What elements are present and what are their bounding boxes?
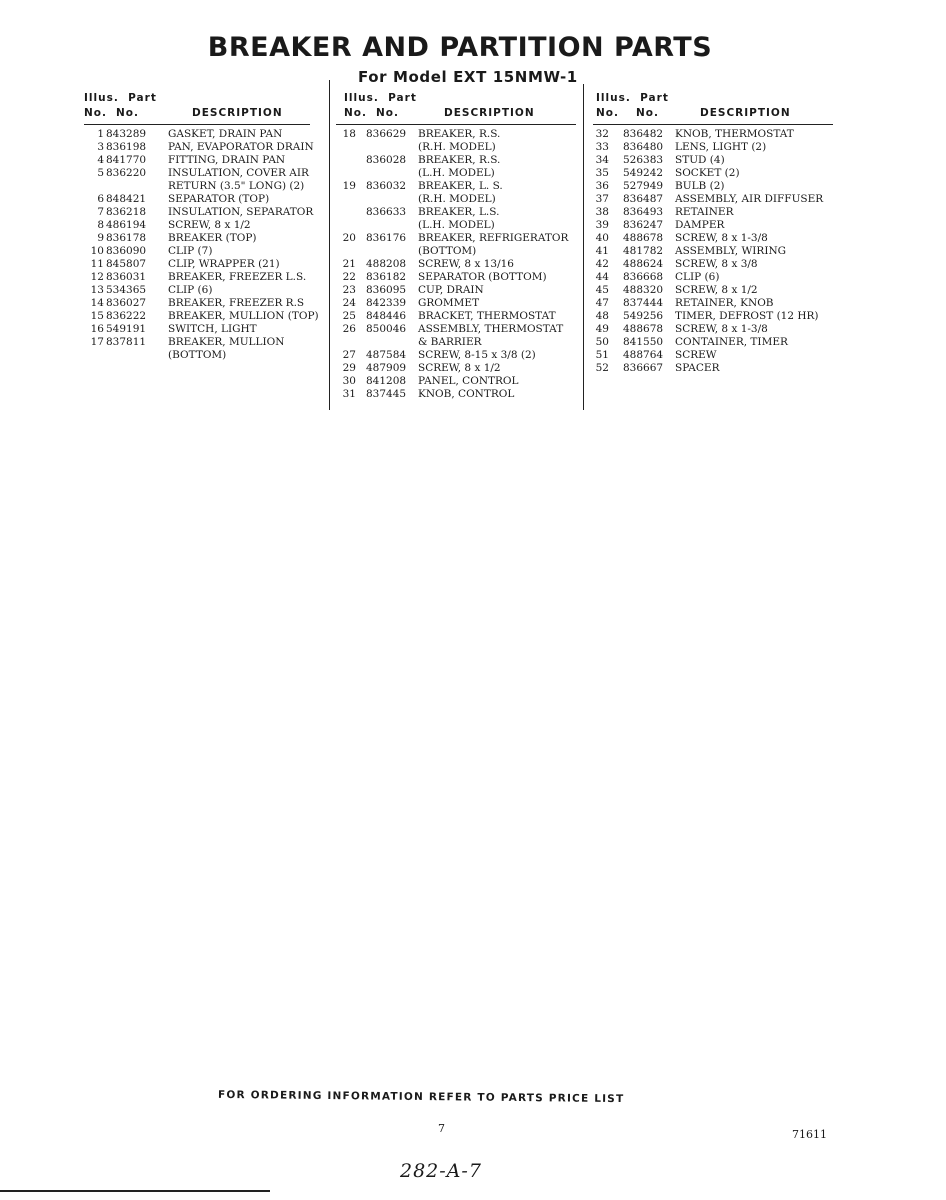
column-divider bbox=[329, 80, 330, 410]
illus-number: 48 bbox=[595, 310, 609, 322]
illus-number: 10 bbox=[90, 245, 104, 257]
part-description: SCREW, 8 x 1/2 bbox=[168, 219, 251, 231]
part-number: 845807 bbox=[106, 258, 147, 270]
part-number: 837444 bbox=[623, 297, 664, 309]
ordering-info-footer: FOR ORDERING INFORMATION REFER TO PARTS PRICE LIST bbox=[217, 1088, 625, 1106]
part-description: RETURN (3.5" LONG) (2) bbox=[168, 180, 305, 192]
part-number: 488208 bbox=[366, 258, 407, 270]
part-number: 836176 bbox=[366, 232, 407, 244]
part-description: ASSEMBLY, THERMOSTAT bbox=[418, 323, 564, 335]
illus-number: 44 bbox=[595, 271, 609, 283]
part-no-header: No. bbox=[636, 107, 659, 119]
part-description: BREAKER, R.S. bbox=[418, 154, 501, 166]
part-number: 488678 bbox=[623, 232, 664, 244]
part-description: KNOB, CONTROL bbox=[418, 388, 515, 400]
illus-number: 6 bbox=[97, 193, 104, 205]
part-description: SEPARATOR (TOP) bbox=[168, 193, 270, 205]
part-number: 836633 bbox=[366, 206, 407, 218]
part-number: 850046 bbox=[366, 323, 407, 335]
illus-number: 33 bbox=[595, 141, 609, 153]
illus-part-header: Illus. Part bbox=[84, 92, 157, 104]
header-rule bbox=[593, 124, 833, 125]
part-description: (BOTTOM) bbox=[168, 349, 227, 361]
illus-number: 13 bbox=[90, 284, 104, 296]
part-number: 836032 bbox=[366, 180, 407, 192]
part-number: 848446 bbox=[366, 310, 407, 322]
description-header: DESCRIPTION bbox=[444, 107, 535, 119]
part-description: BREAKER, MULLION bbox=[168, 336, 285, 348]
part-description: STUD (4) bbox=[675, 154, 725, 166]
illus-number: 36 bbox=[595, 180, 609, 192]
part-description: SPACER bbox=[675, 362, 720, 374]
part-description: SCREW, 8 x 1-3/8 bbox=[675, 232, 768, 244]
illus-number: 3 bbox=[97, 141, 104, 153]
illus-part-header: Illus. Part bbox=[344, 92, 417, 104]
part-number: 836222 bbox=[106, 310, 147, 322]
part-number: 836667 bbox=[623, 362, 664, 374]
part-number: 848421 bbox=[106, 193, 147, 205]
part-description: DAMPER bbox=[675, 219, 725, 231]
part-description: SOCKET (2) bbox=[675, 167, 740, 179]
part-number: 488624 bbox=[623, 258, 664, 270]
illus-number: 30 bbox=[342, 375, 356, 387]
illus-number: 11 bbox=[90, 258, 104, 270]
part-number: 836031 bbox=[106, 271, 147, 283]
part-number: 836493 bbox=[623, 206, 664, 218]
part-description: BREAKER, MULLION (TOP) bbox=[168, 310, 319, 322]
illus-number: 29 bbox=[342, 362, 356, 374]
header-rule bbox=[84, 124, 310, 125]
part-number: 836668 bbox=[623, 271, 664, 283]
illus-number: 51 bbox=[595, 349, 609, 361]
part-description: & BARRIER bbox=[418, 336, 482, 348]
part-number: 836090 bbox=[106, 245, 147, 257]
illus-number: 25 bbox=[342, 310, 356, 322]
part-description: RETAINER bbox=[675, 206, 734, 218]
illus-number: 12 bbox=[90, 271, 104, 283]
part-number: 836027 bbox=[106, 297, 147, 309]
header-rule bbox=[336, 124, 576, 125]
part-number: 836480 bbox=[623, 141, 664, 153]
part-number: 841208 bbox=[366, 375, 407, 387]
part-number: 843289 bbox=[106, 128, 147, 140]
model-subtitle: For Model EXT 15NMW-1 bbox=[358, 68, 578, 86]
part-number: 549256 bbox=[623, 310, 664, 322]
illus-number: 47 bbox=[595, 297, 609, 309]
part-description: (BOTTOM) bbox=[418, 245, 477, 257]
illus-no-header: No. bbox=[344, 107, 367, 119]
part-description: CONTAINER, TIMER bbox=[675, 336, 788, 348]
part-description: (R.H. MODEL) bbox=[418, 193, 496, 205]
part-description: SCREW, 8 x 1/2 bbox=[675, 284, 758, 296]
part-description: BREAKER, REFRIGERATOR bbox=[418, 232, 569, 244]
illus-number: 32 bbox=[595, 128, 609, 140]
part-number: 841550 bbox=[623, 336, 664, 348]
illus-number: 4 bbox=[97, 154, 104, 166]
handwritten-note: 282-A-7 bbox=[400, 1160, 482, 1182]
part-number: 837811 bbox=[106, 336, 147, 348]
part-number: 836095 bbox=[366, 284, 407, 296]
illus-number: 34 bbox=[595, 154, 609, 166]
part-number: 488678 bbox=[623, 323, 664, 335]
illus-number: 27 bbox=[342, 349, 356, 361]
part-description: SCREW, 8 x 1/2 bbox=[418, 362, 501, 374]
part-number: 836482 bbox=[623, 128, 664, 140]
parts-column-2 bbox=[336, 92, 581, 400]
part-description: SEPARATOR (BOTTOM) bbox=[418, 271, 547, 283]
illus-number: 14 bbox=[90, 297, 104, 309]
illus-number: 42 bbox=[595, 258, 609, 270]
description-header: DESCRIPTION bbox=[192, 107, 283, 119]
column-header bbox=[84, 92, 314, 122]
part-description: INSULATION, COVER AIR bbox=[168, 167, 309, 179]
illus-number: 31 bbox=[342, 388, 356, 400]
part-description: SCREW, 8 x 1-3/8 bbox=[675, 323, 768, 335]
part-description: BREAKER, R.S. bbox=[418, 128, 501, 140]
part-number: 836028 bbox=[366, 154, 407, 166]
part-description: SWITCH, LIGHT bbox=[168, 323, 257, 335]
column-header bbox=[593, 92, 838, 122]
part-number: 842339 bbox=[366, 297, 407, 309]
illus-number: 19 bbox=[342, 180, 356, 192]
part-number: 486194 bbox=[106, 219, 147, 231]
part-number: 488764 bbox=[623, 349, 664, 361]
part-description: PAN, EVAPORATOR DRAIN bbox=[168, 141, 314, 153]
part-number: 837445 bbox=[366, 388, 407, 400]
part-number: 526383 bbox=[623, 154, 664, 166]
part-description: GROMMET bbox=[418, 297, 480, 309]
part-description: ASSEMBLY, AIR DIFFUSER bbox=[675, 193, 824, 205]
illus-number: 45 bbox=[595, 284, 609, 296]
part-description: GASKET, DRAIN PAN bbox=[168, 128, 283, 140]
part-description: (R.H. MODEL) bbox=[418, 141, 496, 153]
illus-number: 15 bbox=[90, 310, 104, 322]
part-number: 841770 bbox=[106, 154, 147, 166]
part-number: 836218 bbox=[106, 206, 147, 218]
part-description: FITTING, DRAIN PAN bbox=[168, 154, 286, 166]
part-number: 487909 bbox=[366, 362, 407, 374]
part-description: KNOB, THERMOSTAT bbox=[675, 128, 794, 140]
part-description: (L.H. MODEL) bbox=[418, 167, 495, 179]
illus-number: 18 bbox=[342, 128, 356, 140]
part-number: 836247 bbox=[623, 219, 664, 231]
illus-part-header: Illus. Part bbox=[596, 92, 669, 104]
part-description: BREAKER (TOP) bbox=[168, 232, 257, 244]
illus-number: 39 bbox=[595, 219, 609, 231]
part-description: CLIP (6) bbox=[168, 284, 213, 296]
illus-number: 50 bbox=[595, 336, 609, 348]
part-description: CLIP (7) bbox=[168, 245, 213, 257]
part-description: SCREW bbox=[675, 349, 717, 361]
part-number: 549242 bbox=[623, 167, 664, 179]
column-divider bbox=[583, 84, 584, 410]
illus-number: 23 bbox=[342, 284, 356, 296]
part-description: CLIP (6) bbox=[675, 271, 720, 283]
illus-number: 22 bbox=[342, 271, 356, 283]
illus-number: 8 bbox=[97, 219, 104, 231]
part-description: TIMER, DEFROST (12 HR) bbox=[675, 310, 819, 322]
part-description: BREAKER, FREEZER L.S. bbox=[168, 271, 307, 283]
illus-number: 9 bbox=[97, 232, 104, 244]
illus-number: 38 bbox=[595, 206, 609, 218]
part-no-header: No. bbox=[116, 107, 139, 119]
part-description: ASSEMBLY, WIRING bbox=[675, 245, 787, 257]
part-description: CLIP, WRAPPER (21) bbox=[168, 258, 280, 270]
illus-number: 49 bbox=[595, 323, 609, 335]
part-description: (L.H. MODEL) bbox=[418, 219, 495, 231]
illus-number: 1 bbox=[97, 128, 104, 140]
illus-number: 41 bbox=[595, 245, 609, 257]
illus-number: 16 bbox=[90, 323, 104, 335]
part-number: 481782 bbox=[623, 245, 664, 257]
illus-no-header: No. bbox=[596, 107, 619, 119]
illus-number: 26 bbox=[342, 323, 356, 335]
part-number: 836198 bbox=[106, 141, 147, 153]
part-number: 549191 bbox=[106, 323, 147, 335]
part-description: BRACKET, THERMOSTAT bbox=[418, 310, 556, 322]
part-number: 488320 bbox=[623, 284, 664, 296]
part-number: 836178 bbox=[106, 232, 147, 244]
part-number: 836220 bbox=[106, 167, 147, 179]
part-no-header: No. bbox=[376, 107, 399, 119]
description-header: DESCRIPTION bbox=[700, 107, 791, 119]
illus-number: 37 bbox=[595, 193, 609, 205]
document-number: 71611 bbox=[792, 1128, 827, 1141]
parts-column-1 bbox=[84, 92, 319, 361]
part-number: 487584 bbox=[366, 349, 407, 361]
part-description: INSULATION, SEPARATOR bbox=[168, 206, 314, 218]
page-title: BREAKER AND PARTITION PARTS bbox=[207, 32, 713, 63]
part-description: PANEL, CONTROL bbox=[418, 375, 519, 387]
part-description: SCREW, 8 x 3/8 bbox=[675, 258, 758, 270]
part-number: 527949 bbox=[623, 180, 664, 192]
illus-number: 52 bbox=[595, 362, 609, 374]
illus-no-header: No. bbox=[84, 107, 107, 119]
page-number: 7 bbox=[438, 1122, 445, 1135]
illus-number: 7 bbox=[97, 206, 104, 218]
column-header bbox=[336, 92, 581, 122]
part-description: BULB (2) bbox=[675, 180, 725, 192]
part-number: 534365 bbox=[106, 284, 147, 296]
part-description: RETAINER, KNOB bbox=[675, 297, 774, 309]
illus-number: 40 bbox=[595, 232, 609, 244]
part-description: LENS, LIGHT (2) bbox=[675, 141, 767, 153]
bottom-edge-rule bbox=[0, 1190, 270, 1192]
illus-number: 24 bbox=[342, 297, 356, 309]
illus-number: 5 bbox=[97, 167, 104, 179]
part-description: SCREW, 8 x 13/16 bbox=[418, 258, 514, 270]
illus-number: 21 bbox=[342, 258, 356, 270]
part-description: SCREW, 8-15 x 3/8 (2) bbox=[418, 349, 536, 361]
part-number: 836629 bbox=[366, 128, 407, 140]
illus-number: 20 bbox=[342, 232, 356, 244]
part-description: BREAKER, L.S. bbox=[418, 206, 500, 218]
part-description: BREAKER, L. S. bbox=[418, 180, 503, 192]
illus-number: 35 bbox=[595, 167, 609, 179]
illus-number: 17 bbox=[90, 336, 104, 348]
part-number: 836182 bbox=[366, 271, 407, 283]
part-description: BREAKER, FREEZER R.S bbox=[168, 297, 305, 309]
parts-column-3 bbox=[593, 92, 838, 374]
part-number: 836487 bbox=[623, 193, 664, 205]
part-description: CUP, DRAIN bbox=[418, 284, 484, 296]
